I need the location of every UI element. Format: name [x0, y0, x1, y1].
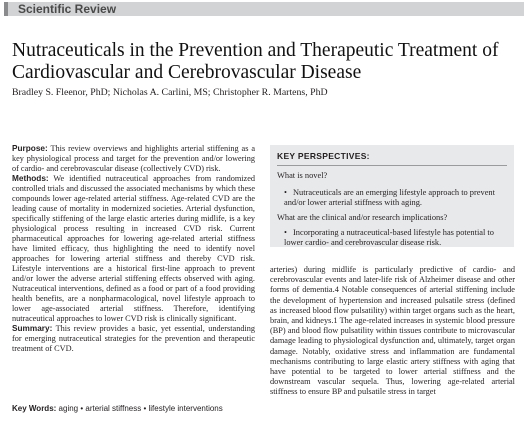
bullet-1-text: Nutraceuticals are an emerging lifestyle approach to prevent and/or lower arterial stiffness with aging.	[284, 188, 495, 207]
methods-text: We identified nutraceutical approaches from randomized controlled trials and discussed the associated mechanisms by which these compounds lower age-related arterial stiffness. Age-related CVD are the leading cause of mortality in modernized societies. Arterial dysfunction, specifically stiffening of the large elastic arteries during midlife, is a key physiological process resulting in increased CVD risk. Current pharmaceutical approaches for lowering age-related arterial stiffness have limited efficacy, thus highlighting the need to identify novel approaches for lowering arterial stiffness and thereby CVD risk. Lifestyle interventions are a historical first-line approach to prevent and/or lower the adverse arterial stiffening effects observed with aging. Nutraceutical interventions, defined as a food or part of a food providing health benefits, are a nonpharmacological, novel lifestyle approach to lower age-associated arterial stiffness. Therefore, identifying nutraceutical approaches to lower CVD risk is clinically significant.	[12, 174, 255, 323]
key-perspectives-bullet-1	[284, 188, 509, 208]
key-perspectives-box	[270, 145, 514, 247]
author-list: Bradley S. Fleenor, PhD; Nicholas A. Carlini, MS; Christopher R. Martens, PhD	[12, 87, 328, 98]
article-title: Nutraceuticals in the Prevention and Therapeutic Treatment of Cardiovascular and Cerebrovascular Disease	[12, 40, 499, 83]
abstract-methods	[12, 174, 255, 324]
key-perspectives-question-implications: What are the clinical and/or research implications?	[277, 213, 448, 222]
key-perspectives-heading: KEY PERSPECTIVES:	[277, 151, 370, 161]
bullet-marker: •	[284, 228, 287, 237]
purpose-text: This review overviews and highlights arterial stiffening as a key physiological process and target for the prevention and/or lowering of cardio- and cerebrovascular disease (collectively CVD) risk.	[12, 144, 255, 173]
key-perspectives-bullet-2	[284, 228, 509, 248]
abstract-purpose	[12, 144, 255, 174]
abstract	[12, 144, 255, 354]
keywords	[12, 404, 262, 414]
section-header-bar	[4, 2, 524, 16]
summary-label: Summary:	[12, 324, 53, 333]
keywords-label: Key Words:	[12, 404, 57, 413]
key-perspectives-divider	[277, 165, 507, 166]
bullet-2-text: Incorporating a nutraceutical-based lifestyle has potential to lower cardio- and cerebrovascular disease risk.	[284, 228, 494, 247]
section-label: Scientific Review	[18, 2, 117, 16]
purpose-label: Purpose:	[12, 144, 48, 153]
body-text-column	[270, 265, 515, 398]
summary-text: This review provides a basic, yet essential, understanding for emerging nutraceutical strategies for the prevention and therapeutic treatment of CVD.	[12, 324, 255, 353]
body-paragraph: arteries) during midlife is particularly predictive of cardio- and cerebrovascular events and later-life risk of Alzheimer disease and other forms of dementia.4 Notable consequences of arterial stiffening include the development of hypertension and increased pulsatile stress (defined as increased blood flow pulsatility) within target organs such as the heart, brain, and kidneys.1 The age-related increases in systemic blood pressure (BP) and blood flow pulsatility within tissues contribute to microvascular damage leading to physiological dysfunction and, ultimately, target organ damage. Notably, oxidative stress and inflammation are fundamental mechanisms contributing to large elastic artery stiffness with aging that have potential to be targeted to lower arterial stiffness and the downstream vascular sequela. Thus, lowering age-related arterial stiffness to ensure BP and pulsatile stress in target	[270, 265, 515, 397]
keywords-list: aging • arterial stiffness • lifestyle interventions	[58, 404, 223, 413]
key-perspectives-question-novel: What is novel?	[277, 171, 328, 180]
bullet-marker: •	[284, 188, 287, 197]
methods-label: Methods:	[12, 174, 49, 183]
abstract-summary	[12, 324, 255, 354]
